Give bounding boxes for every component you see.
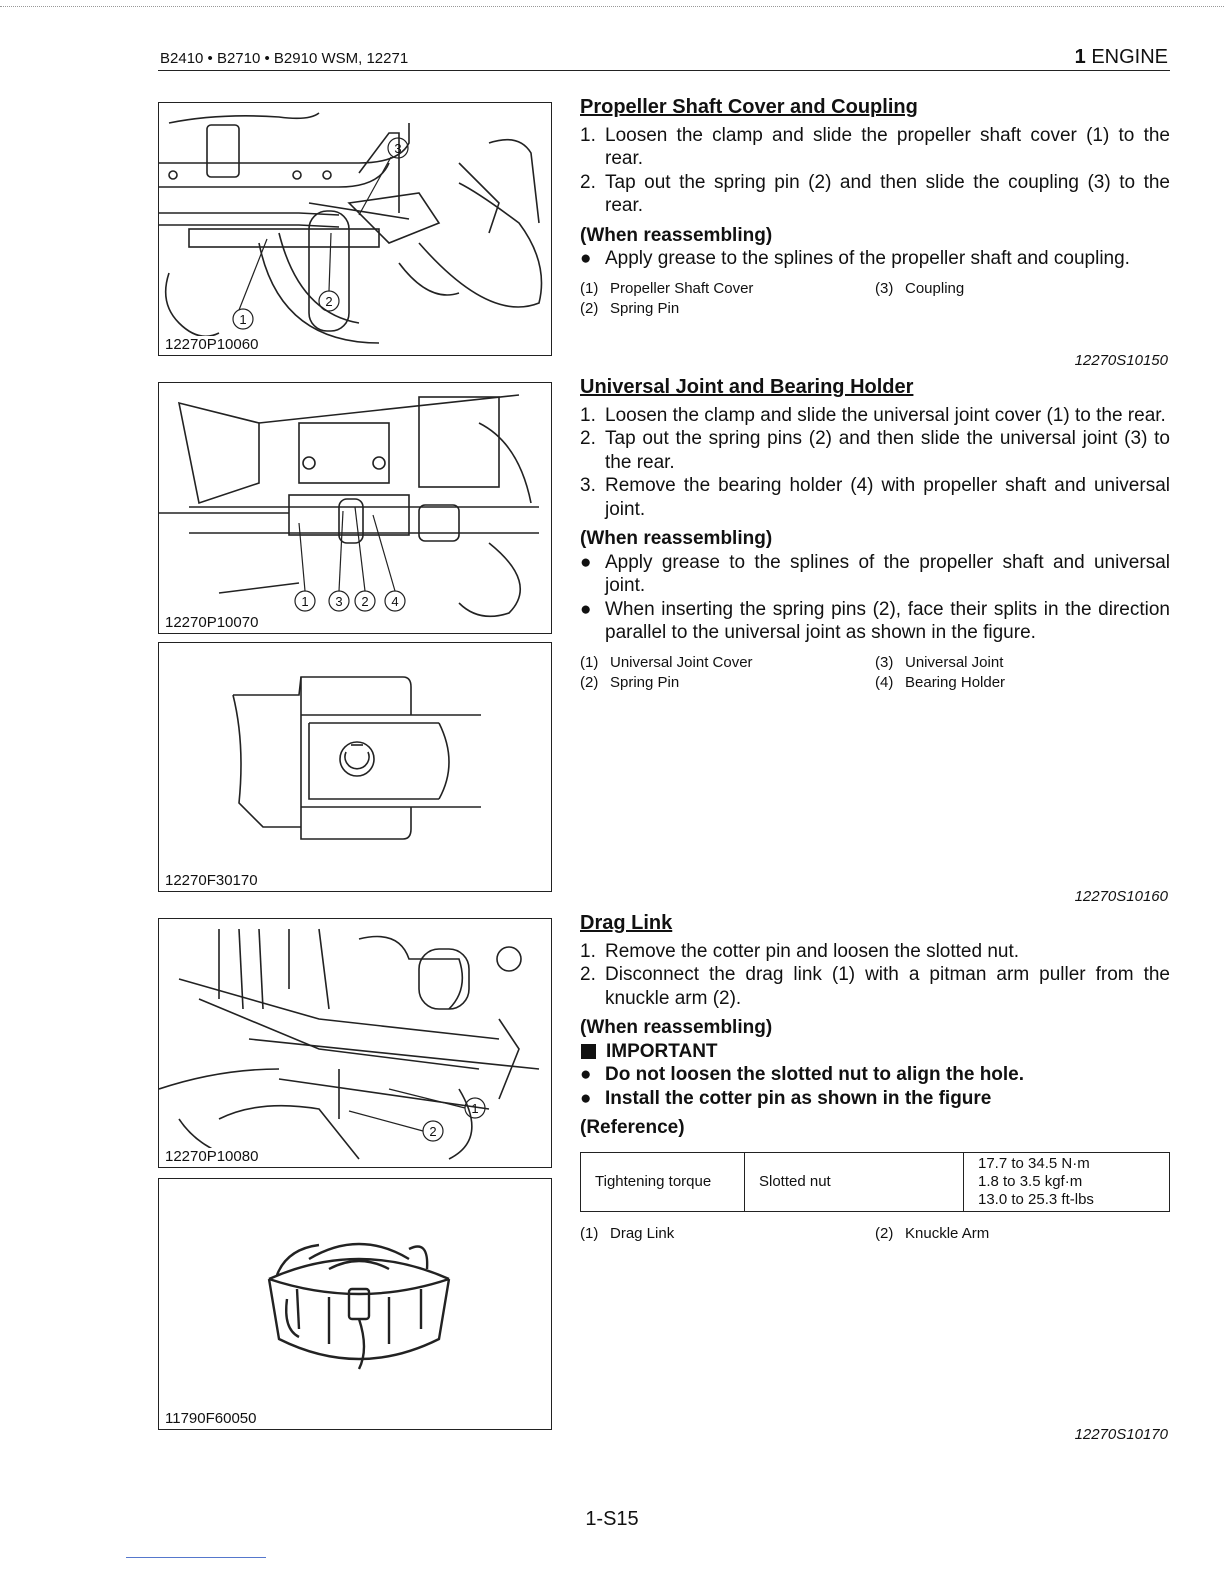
section-title: Universal Joint and Bearing Holder [580,376,914,398]
callout-1: 1 [471,1101,479,1116]
step-item: 1. Remove the cotter pin and loosen the slotted nut. [580,940,1020,962]
torque-item-cell: Slotted nut [745,1152,964,1211]
important-square-icon [581,1044,596,1059]
reassembling-heading: (When reassembling) [580,528,773,549]
slotted-nut-cotter-pin-illustration [159,1179,551,1429]
step-item: 2. Disconnect the drag link (1) with a pitman arm puller from the knuckle arm (2). [580,964,1170,1009]
manual-header-title: B2410 • B2710 • B2910 WSM, 12271 [160,50,409,67]
callout-2: 2 [429,1124,437,1139]
callout-1: 1 [239,312,247,327]
section-title: Propeller Shaft Cover and Coupling [580,96,918,118]
top-scan-line [0,6,1224,7]
step-item: 3. Remove the bearing holder (4) with propeller shaft and universal joint. [580,475,1170,520]
reassembling-heading: (When reassembling) [580,1017,773,1038]
callout-3: 3 [335,594,343,609]
figure-legend: (1) Universal Joint Cover (3) Universal Joint (2) Spring Pin (4) Bearing Holder [580,653,1006,691]
figure-slotted-nut [158,1178,552,1430]
section-reference-code: 12270S10160 [1074,888,1168,905]
figure-caption: 12270P10080 [165,1148,259,1165]
figure-caption: 12270F30170 [165,872,258,889]
step-item: 1. Loosen the clamp and slide the propeller shaft cover (1) to the rear. [580,124,1170,169]
bullet-item: ● Apply grease to the splines of the propeller shaft and universal joint. [580,551,1170,596]
drag-link-illustration [159,919,551,1167]
universal-joint-illustration [159,383,551,633]
callout-2: 2 [361,594,369,609]
chapter-title: ENGINE [1091,46,1168,68]
section-drag-link [580,912,1170,1244]
bullet-icon: ● [580,248,592,269]
figure-drag-link [158,918,552,1168]
important-notice: IMPORTANT [580,1040,1170,1064]
chapter-number: 1 [1074,46,1086,68]
callout-1: 1 [301,594,309,609]
figure-caption: 11790F60050 [165,1410,257,1427]
bullet-item: ● Do not loosen the slotted nut to align the hole. [580,1064,1025,1085]
figure-propeller-shaft [158,102,552,356]
bullet-item: ● Install the cotter pin as shown in the figure [580,1087,992,1109]
bullet-icon: ● [580,1064,592,1085]
section-reference-code: 12270S10150 [1074,352,1168,369]
reference-heading: (Reference) [580,1117,685,1138]
torque-label-cell: Tightening torque [581,1152,745,1211]
step-item: 2. Tap out the spring pin (2) and then slide the coupling (3) to the rear. [580,171,1170,216]
figure-spring-pin-orientation [158,642,552,892]
step-item: 2. Tap out the spring pins (2) and then slide the universal joint (3) to the rear. [580,428,1170,473]
step-item: 1. Loosen the clamp and slide the universal joint cover (1) to the rear. [580,404,1166,426]
header-rule [158,70,1170,71]
footer-line [126,1557,266,1558]
page-number: 1-S15 [585,1508,639,1530]
callout-4: 4 [391,594,399,609]
callout-2: 2 [325,294,333,309]
bullet-icon: ● [580,598,592,620]
torque-values-cell: 17.7 to 34.5 N·m 1.8 to 3.5 kgf·m 13.0 to 25.3 ft-lbs [964,1152,1170,1211]
bullet-icon: ● [580,551,592,573]
bullet-item: ● When inserting the spring pins (2), face their splits in the direction parallel to the universal joint as shown in the figure. [580,598,1170,643]
figure-legend: (1) Propeller Shaft Cover (3) Coupling (2) Spring Pin [580,279,965,317]
callout-3: 3 [394,141,402,156]
figure-caption: 12270P10070 [165,614,259,631]
propeller-shaft-illustration [159,103,551,355]
chapter-header [1075,46,1168,69]
spring-pin-diagram [159,643,551,891]
figure-legend: (1) Drag Link (2) Knuckle Arm [580,1224,990,1242]
bullet-icon: ● [580,1087,592,1109]
section-universal-joint [580,376,1170,693]
figure-caption: 12270P10060 [165,336,259,353]
reassembling-heading: (When reassembling) [580,224,773,246]
figure-universal-joint [158,382,552,634]
torque-table [580,1152,1170,1212]
bullet-item: ● Apply grease to the splines of the propeller shaft and coupling. [580,248,1130,269]
section-reference-code: 12270S10170 [1074,1426,1168,1443]
section-title: Drag Link [580,912,673,934]
section-propeller-shaft [580,96,1170,319]
